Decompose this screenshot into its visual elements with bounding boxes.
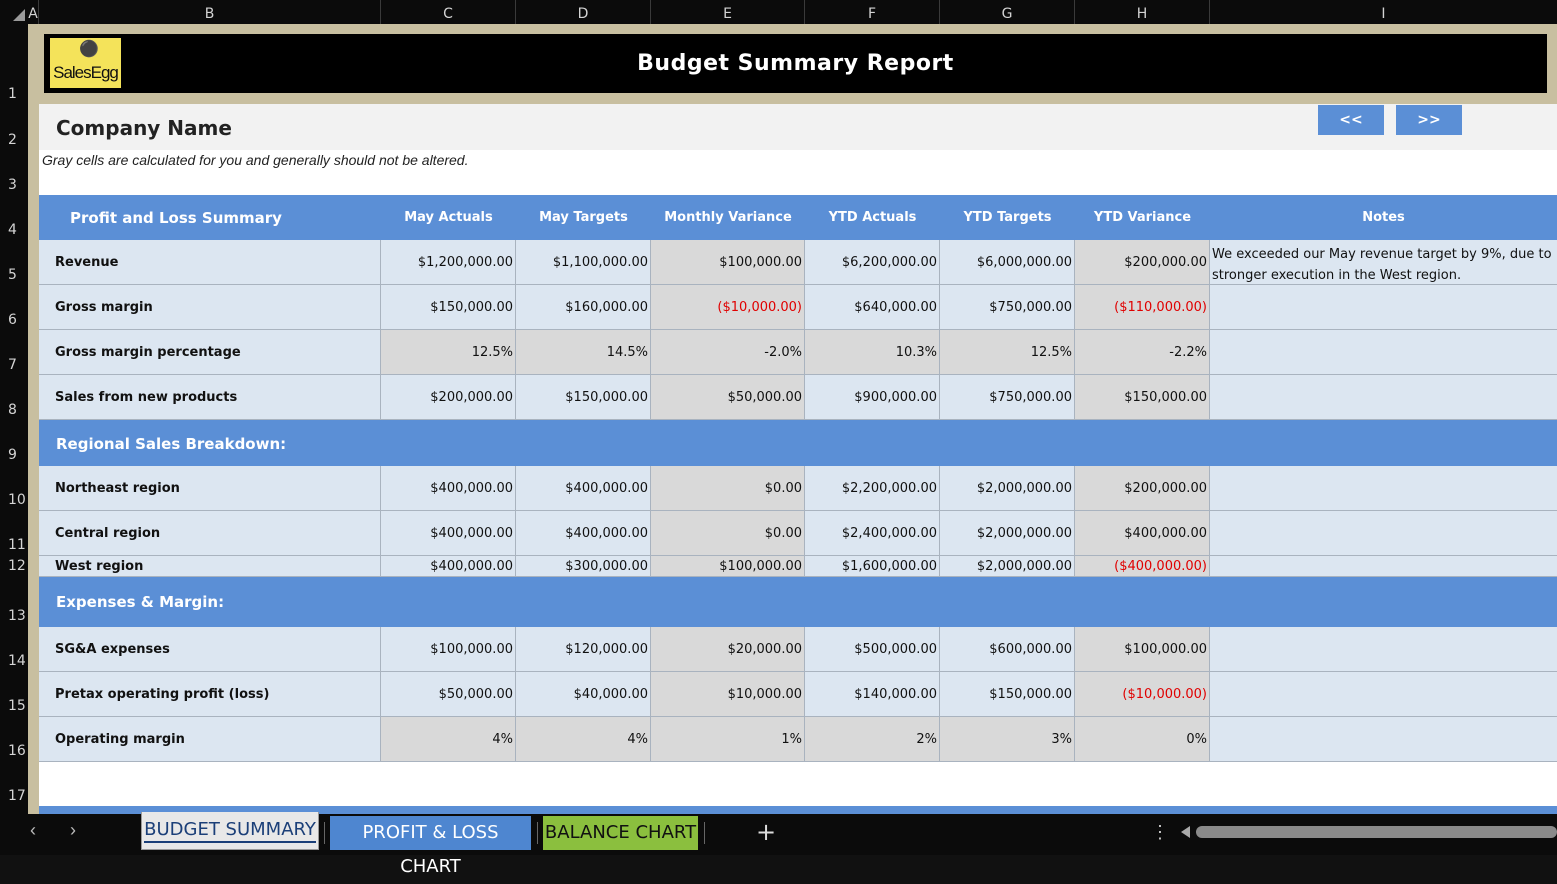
value-cell[interactable]: $100,000.00: [381, 627, 516, 672]
header-monthly-variance: Monthly Variance: [664, 210, 792, 225]
row-header[interactable]: 17: [8, 788, 26, 804]
value-cell[interactable]: ($110,000.00): [1075, 285, 1210, 330]
column-header-f[interactable]: F: [805, 0, 940, 24]
column-header-i[interactable]: I: [1381, 6, 1386, 22]
select-all-corner[interactable]: [13, 9, 25, 21]
value-cell[interactable]: $1,100,000.00: [516, 240, 651, 285]
value-cell[interactable]: $640,000.00: [805, 285, 940, 330]
value-cell[interactable]: $10,000.00: [651, 672, 805, 717]
regional-sales-title: Regional Sales Breakdown:: [56, 435, 287, 453]
value-cell[interactable]: $900,000.00: [805, 375, 940, 420]
row-header[interactable]: 13: [8, 608, 26, 624]
value-cell[interactable]: $200,000.00: [1075, 466, 1210, 511]
value-cell[interactable]: 12.5%: [381, 330, 516, 375]
value-cell[interactable]: 0%: [1075, 717, 1210, 762]
tab-balance-chart[interactable]: BALANCE CHART: [543, 816, 698, 850]
value-cell[interactable]: $2,000,000.00: [940, 511, 1075, 556]
row-header[interactable]: 16: [8, 743, 26, 759]
row-header[interactable]: 3: [8, 177, 17, 193]
header-may-actuals: May Actuals: [404, 210, 493, 225]
tab-divider: [324, 822, 325, 844]
value-cell[interactable]: $150,000.00: [1075, 375, 1210, 420]
row-header[interactable]: 6: [8, 312, 17, 328]
notes-cell[interactable]: [1210, 375, 1557, 420]
value-cell[interactable]: $2,200,000.00: [805, 466, 940, 511]
column-header-bar: [0, 0, 1557, 24]
table-row: [39, 556, 1557, 577]
pl-summary-header: Profit and Loss Summary: [70, 209, 282, 227]
row-label-cell[interactable]: Sales from new products: [39, 375, 381, 420]
value-cell[interactable]: ($10,000.00): [1075, 672, 1210, 717]
value-cell[interactable]: 14.5%: [516, 330, 651, 375]
notes-cell[interactable]: [1210, 627, 1557, 672]
row-header[interactable]: 11: [8, 537, 26, 553]
value-cell[interactable]: $140,000.00: [805, 672, 940, 717]
value-cell[interactable]: $2,000,000.00: [940, 466, 1075, 511]
value-cell[interactable]: $50,000.00: [651, 375, 805, 420]
column-header-d[interactable]: D: [516, 0, 651, 24]
notes-cell[interactable]: [1210, 672, 1557, 717]
value-cell[interactable]: 3%: [940, 717, 1075, 762]
notes-cell[interactable]: [1210, 717, 1557, 762]
value-cell[interactable]: $120,000.00: [516, 627, 651, 672]
notes-cell[interactable]: We exceeded our May revenue target by 9%, due to stronger execution in the West region.: [1210, 240, 1557, 285]
logo-text: SalesEgg: [53, 63, 118, 82]
company-name[interactable]: Company Name: [56, 116, 232, 140]
header-ytd-variance: YTD Variance: [1093, 210, 1192, 225]
instruction-note: Gray cells are calculated for you and generally should not be altered.: [42, 152, 469, 168]
row-header[interactable]: 14: [8, 653, 26, 669]
value-cell[interactable]: $400,000.00: [381, 556, 516, 577]
row-header[interactable]: 1: [8, 86, 17, 102]
value-cell[interactable]: $200,000.00: [1075, 240, 1210, 285]
value-cell[interactable]: 12.5%: [940, 330, 1075, 375]
row-header[interactable]: 9: [8, 447, 17, 463]
value-cell[interactable]: $750,000.00: [940, 285, 1075, 330]
prev-tab-arrow-icon[interactable]: ‹: [30, 820, 36, 840]
prev-sheet-button[interactable]: <<: [1318, 105, 1384, 135]
next-sheet-button[interactable]: >>: [1396, 105, 1462, 135]
table-row: [39, 240, 1557, 285]
value-cell[interactable]: $1,200,000.00: [381, 240, 516, 285]
value-cell[interactable]: $150,000.00: [516, 375, 651, 420]
value-cell[interactable]: $2,000,000.00: [940, 556, 1075, 577]
column-header-c[interactable]: C: [381, 0, 516, 24]
value-cell[interactable]: 2%: [805, 717, 940, 762]
value-cell[interactable]: ($400,000.00): [1075, 556, 1210, 577]
column-header-e[interactable]: E: [651, 0, 805, 24]
value-cell[interactable]: $160,000.00: [516, 285, 651, 330]
value-cell[interactable]: $200,000.00: [381, 375, 516, 420]
value-cell[interactable]: $6,200,000.00: [805, 240, 940, 285]
tab-divider: [537, 822, 538, 844]
column-header-a[interactable]: A: [28, 0, 39, 24]
scroll-left-icon[interactable]: [1181, 826, 1190, 838]
value-cell[interactable]: -2.0%: [651, 330, 805, 375]
row-label-cell[interactable]: Central region: [39, 511, 381, 556]
table-row: [39, 375, 1557, 420]
row-header[interactable]: 4: [8, 222, 17, 238]
header-ytd-actuals: YTD Actuals: [828, 210, 917, 225]
value-cell[interactable]: $750,000.00: [940, 375, 1075, 420]
row-label-cell[interactable]: Gross margin percentage: [39, 330, 381, 375]
header-notes: Notes: [1362, 210, 1405, 225]
column-header-b[interactable]: B: [39, 0, 381, 24]
table-row: [39, 285, 1557, 330]
row-label-cell[interactable]: Pretax operating profit (loss): [39, 672, 381, 717]
row-label-cell[interactable]: Northeast region: [39, 466, 381, 511]
value-cell[interactable]: $400,000.00: [516, 511, 651, 556]
value-cell[interactable]: $100,000.00: [651, 240, 805, 285]
row-header[interactable]: 8: [8, 402, 17, 418]
egg-icon: ⚫: [79, 41, 99, 58]
value-cell[interactable]: $500,000.00: [805, 627, 940, 672]
value-cell[interactable]: $40,000.00: [516, 672, 651, 717]
tab-budget-summary[interactable]: [141, 812, 319, 850]
notes-cell[interactable]: [1210, 556, 1557, 577]
table-row: [39, 466, 1557, 511]
value-cell[interactable]: 4%: [381, 717, 516, 762]
row-header[interactable]: 10: [8, 492, 26, 508]
table-header-band: [39, 195, 1557, 240]
tab-label: BUDGET SUMMARY: [144, 819, 316, 843]
column-header-g[interactable]: G: [940, 0, 1075, 24]
row-label-cell[interactable]: Operating margin: [39, 717, 381, 762]
value-cell[interactable]: $0.00: [651, 466, 805, 511]
value-cell[interactable]: $400,000.00: [1075, 511, 1210, 556]
tab-divider: [704, 822, 705, 844]
value-cell[interactable]: $100,000.00: [651, 556, 805, 577]
row-header[interactable]: 15: [8, 698, 26, 714]
value-cell[interactable]: $400,000.00: [381, 511, 516, 556]
value-cell[interactable]: $50,000.00: [381, 672, 516, 717]
tab-profit-loss-chart[interactable]: PROFIT & LOSS CHART: [330, 816, 531, 850]
value-cell[interactable]: $1,600,000.00: [805, 556, 940, 577]
more-options-icon[interactable]: ⋮: [1151, 822, 1169, 842]
table-row: [39, 330, 1557, 375]
row-header[interactable]: 2: [8, 132, 17, 148]
value-cell[interactable]: -2.2%: [1075, 330, 1210, 375]
row-header[interactable]: 5: [8, 267, 17, 283]
value-cell[interactable]: $300,000.00: [516, 556, 651, 577]
value-cell[interactable]: $150,000.00: [381, 285, 516, 330]
value-cell[interactable]: $600,000.00: [940, 627, 1075, 672]
add-sheet-icon[interactable]: +: [756, 818, 777, 846]
value-cell[interactable]: $0.00: [651, 511, 805, 556]
value-cell[interactable]: $400,000.00: [381, 466, 516, 511]
row-header[interactable]: 12: [8, 558, 26, 574]
table-row: [39, 627, 1557, 672]
column-header-h[interactable]: H: [1075, 0, 1210, 24]
value-cell[interactable]: $6,000,000.00: [940, 240, 1075, 285]
row-label-cell[interactable]: SG&A expenses: [39, 627, 381, 672]
row-label-cell[interactable]: West region: [39, 556, 381, 577]
notes-cell[interactable]: [1210, 466, 1557, 511]
value-cell[interactable]: 4%: [516, 717, 651, 762]
regional-band: [39, 420, 1557, 466]
table-row: [39, 672, 1557, 717]
expenses-band: [39, 577, 1557, 627]
value-cell[interactable]: $2,400,000.00: [805, 511, 940, 556]
left-frame: [28, 24, 39, 814]
horizontal-scrollbar[interactable]: [1196, 826, 1557, 838]
value-cell[interactable]: 10.3%: [805, 330, 940, 375]
notes-cell[interactable]: [1210, 330, 1557, 375]
notes-cell[interactable]: [1210, 285, 1557, 330]
next-tab-arrow-icon[interactable]: ›: [70, 820, 76, 840]
table-row: [39, 511, 1557, 556]
row-header-bar: [0, 24, 28, 814]
notes-cell[interactable]: [1210, 511, 1557, 556]
value-cell[interactable]: $100,000.00: [1075, 627, 1210, 672]
row-label-cell[interactable]: Gross margin: [39, 285, 381, 330]
expenses-margin-title: Expenses & Margin:: [56, 593, 225, 611]
value-cell[interactable]: $150,000.00: [940, 672, 1075, 717]
header-ytd-targets: YTD Targets: [963, 210, 1052, 225]
value-cell[interactable]: ($10,000.00): [651, 285, 805, 330]
row-label-cell[interactable]: Revenue: [39, 240, 381, 285]
value-cell[interactable]: $20,000.00: [651, 627, 805, 672]
header-may-targets: May Targets: [539, 210, 628, 225]
row-header[interactable]: 7: [8, 357, 17, 373]
value-cell[interactable]: 1%: [651, 717, 805, 762]
value-cell[interactable]: $400,000.00: [516, 466, 651, 511]
report-title: Budget Summary Report: [637, 51, 954, 76]
table-row: [39, 717, 1557, 762]
